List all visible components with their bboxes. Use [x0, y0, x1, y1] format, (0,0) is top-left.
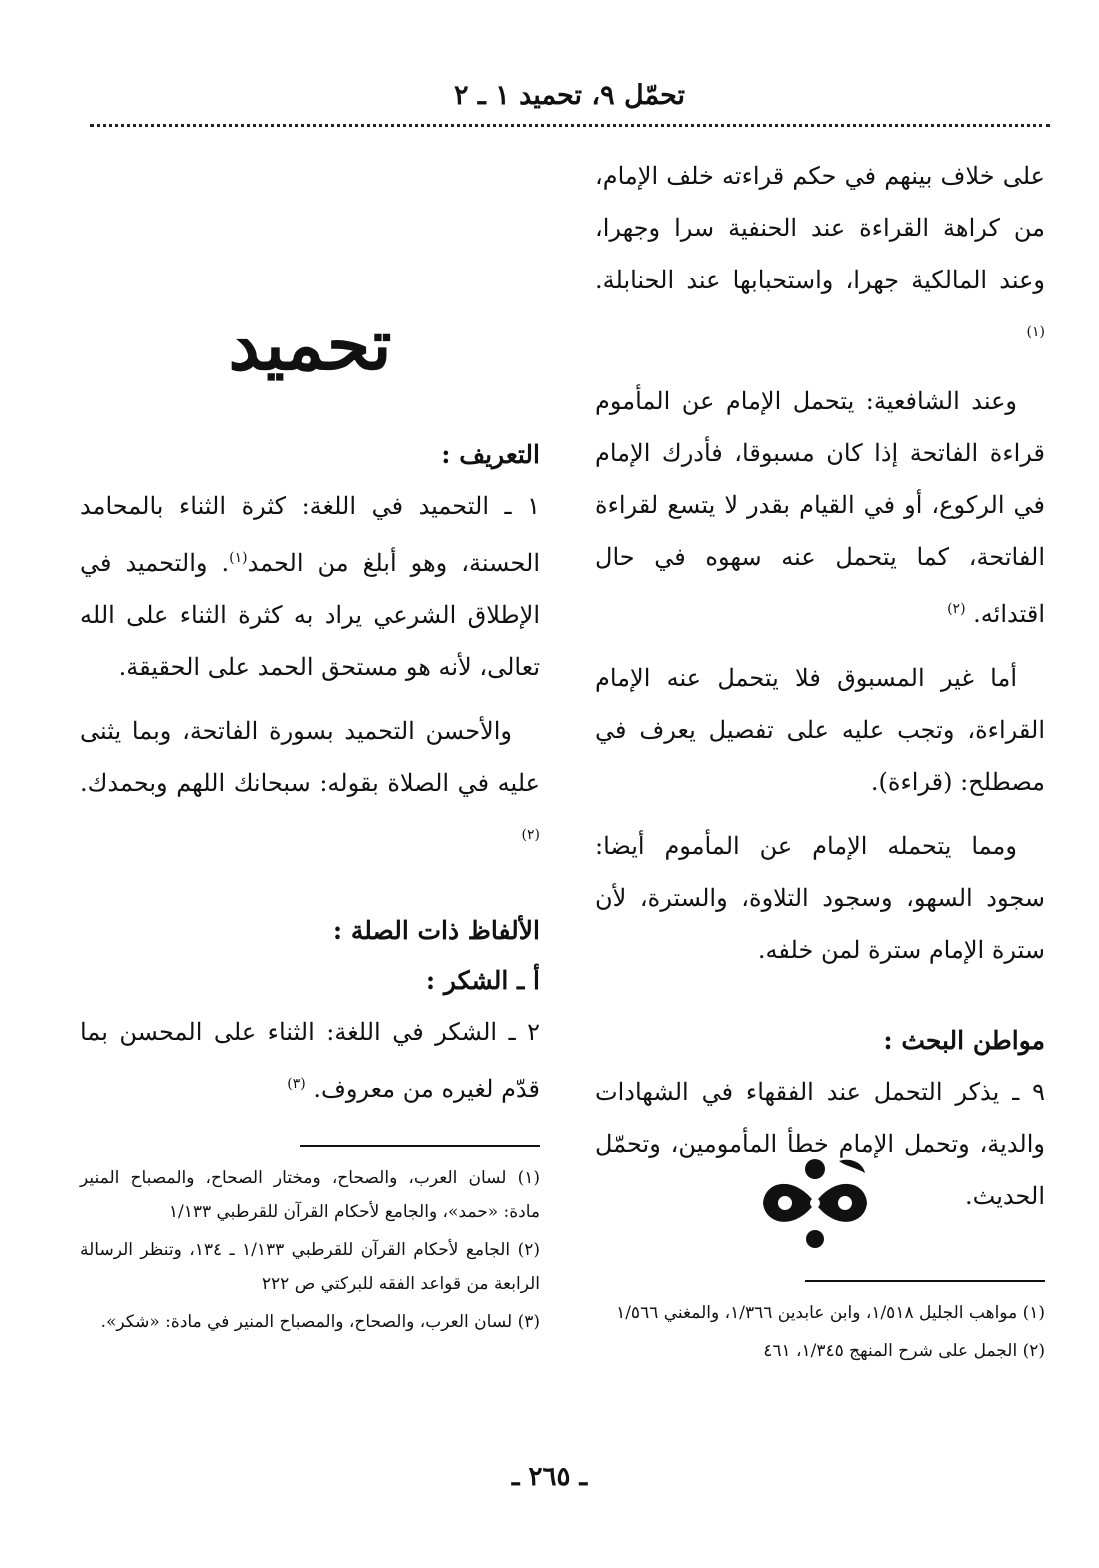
- floral-ornament-icon: [755, 1155, 875, 1251]
- section-heading: مواطن البحث :: [883, 1026, 1045, 1055]
- paragraph: ١ ـ التحميد في اللغة: كثرة الثناء بالمحامد الحسنة، وهو أبلغ من الحمد$^{(١)}$. والتحميد في الإطلاق الشرعي يراد به كثرة الثناء على الله تعالى، لأنه هو مستحق الحمد على الحقيقة.: [80, 492, 540, 681]
- page-header: تحمّل ٩، تحميد ١ ـ ٢: [453, 80, 686, 111]
- footnote-mark: (٢): [947, 601, 966, 617]
- footnote-rule: [300, 1145, 540, 1147]
- footnote-mark: (١): [229, 550, 248, 566]
- paragraph: ٢ ـ الشكر في اللغة: الثناء على المحسن بما قدّم لغيره من معروف. $^{(٣)}$: [80, 1018, 540, 1103]
- related-terms-heading: الألفاظ ذات الصلة :: [332, 916, 540, 945]
- paragraph: أما غير المسبوق فلا يتحمل عنه الإمام القراءة، وتجب عليه على تفصيل يعرف في مصطلح: (قراءة).: [595, 664, 1045, 796]
- footnote: (١) لسان العرب، والصحاح، ومختار الصحاح، والمصباح المنير مادة: «حمد»، والجامع لأحكام القرآن للقرطبي ١/١٣٣: [80, 1168, 540, 1222]
- footnote: (٢) الجمل على شرح المنهج ١/٣٤٥، ٤٦١: [763, 1341, 1045, 1361]
- left-column: [80, 150, 540, 1343]
- paragraph: وعند الشافعية: يتحمل الإمام عن المأموم قراءة الفاتحة إذا كان مسبوقا، فأدرك الإمام في الركوع، أو في القيام بقدر لا يتسع لقراءة الفاتحة، كما يتحمل عنه سهوه في حال اقتدائه. $^{(٢)}$: [595, 387, 1045, 628]
- paragraph: ومما يتحمله الإمام عن المأموم أيضا: سجود السهو، وسجود التلاوة، والسترة، لأن سترة الإمام سترة لمن خلفه.: [595, 832, 1045, 964]
- footnote-mark: (١): [1026, 324, 1045, 340]
- right-column: [595, 150, 1045, 1234]
- definition-heading: التعريف :: [441, 440, 540, 469]
- paragraph: على خلاف بينهم في حكم قراءته خلف الإمام، من كراهة القراءة عند الحنفية سرا وجهرا، وعند المالكية جهرا، واستحبابها عند الحنابلة. $^{(١)}$: [595, 162, 1045, 340]
- footnote: (٣) لسان العرب، والصحاح، والمصباح المنير في مادة: «شكر».: [100, 1312, 540, 1332]
- footnote-mark: (٢): [521, 827, 540, 843]
- sub-heading: أ ـ الشكر :: [425, 966, 540, 995]
- page-number: ـ ٢٦٥ ـ: [511, 1462, 588, 1492]
- header-dotted-rule: [90, 124, 1050, 127]
- footnote-rule: [805, 1280, 1045, 1282]
- entry-title: تحميد: [228, 303, 392, 386]
- footnote-mark: (٣): [287, 1076, 306, 1092]
- footnote: (٢) الجامع لأحكام القرآن للقرطبي ١/١٣٣ ـ ١٣٤، وتنظر الرسالة الرابعة من قواعد الفقه للبركتي ص ٢٢٢: [80, 1240, 540, 1294]
- paragraph: ٩ ـ يذكر التحمل عند الفقهاء في الشهادات والدية، وتحمل الإمام خطأ المأمومين، وتحمّل الحديث.: [595, 1078, 1045, 1210]
- footnote: (١) مواهب الجليل ١/٥١٨، وابن عابدين ١/٣٦٦، والمغني ١/٥٦٦: [616, 1303, 1045, 1323]
- paragraph: والأحسن التحميد بسورة الفاتحة، وبما يثنى عليه في الصلاة بقوله: سبحانك اللهم وبحمدك. $^{(٢)}$: [80, 717, 540, 843]
- right-footnotes: [595, 1280, 1045, 1372]
